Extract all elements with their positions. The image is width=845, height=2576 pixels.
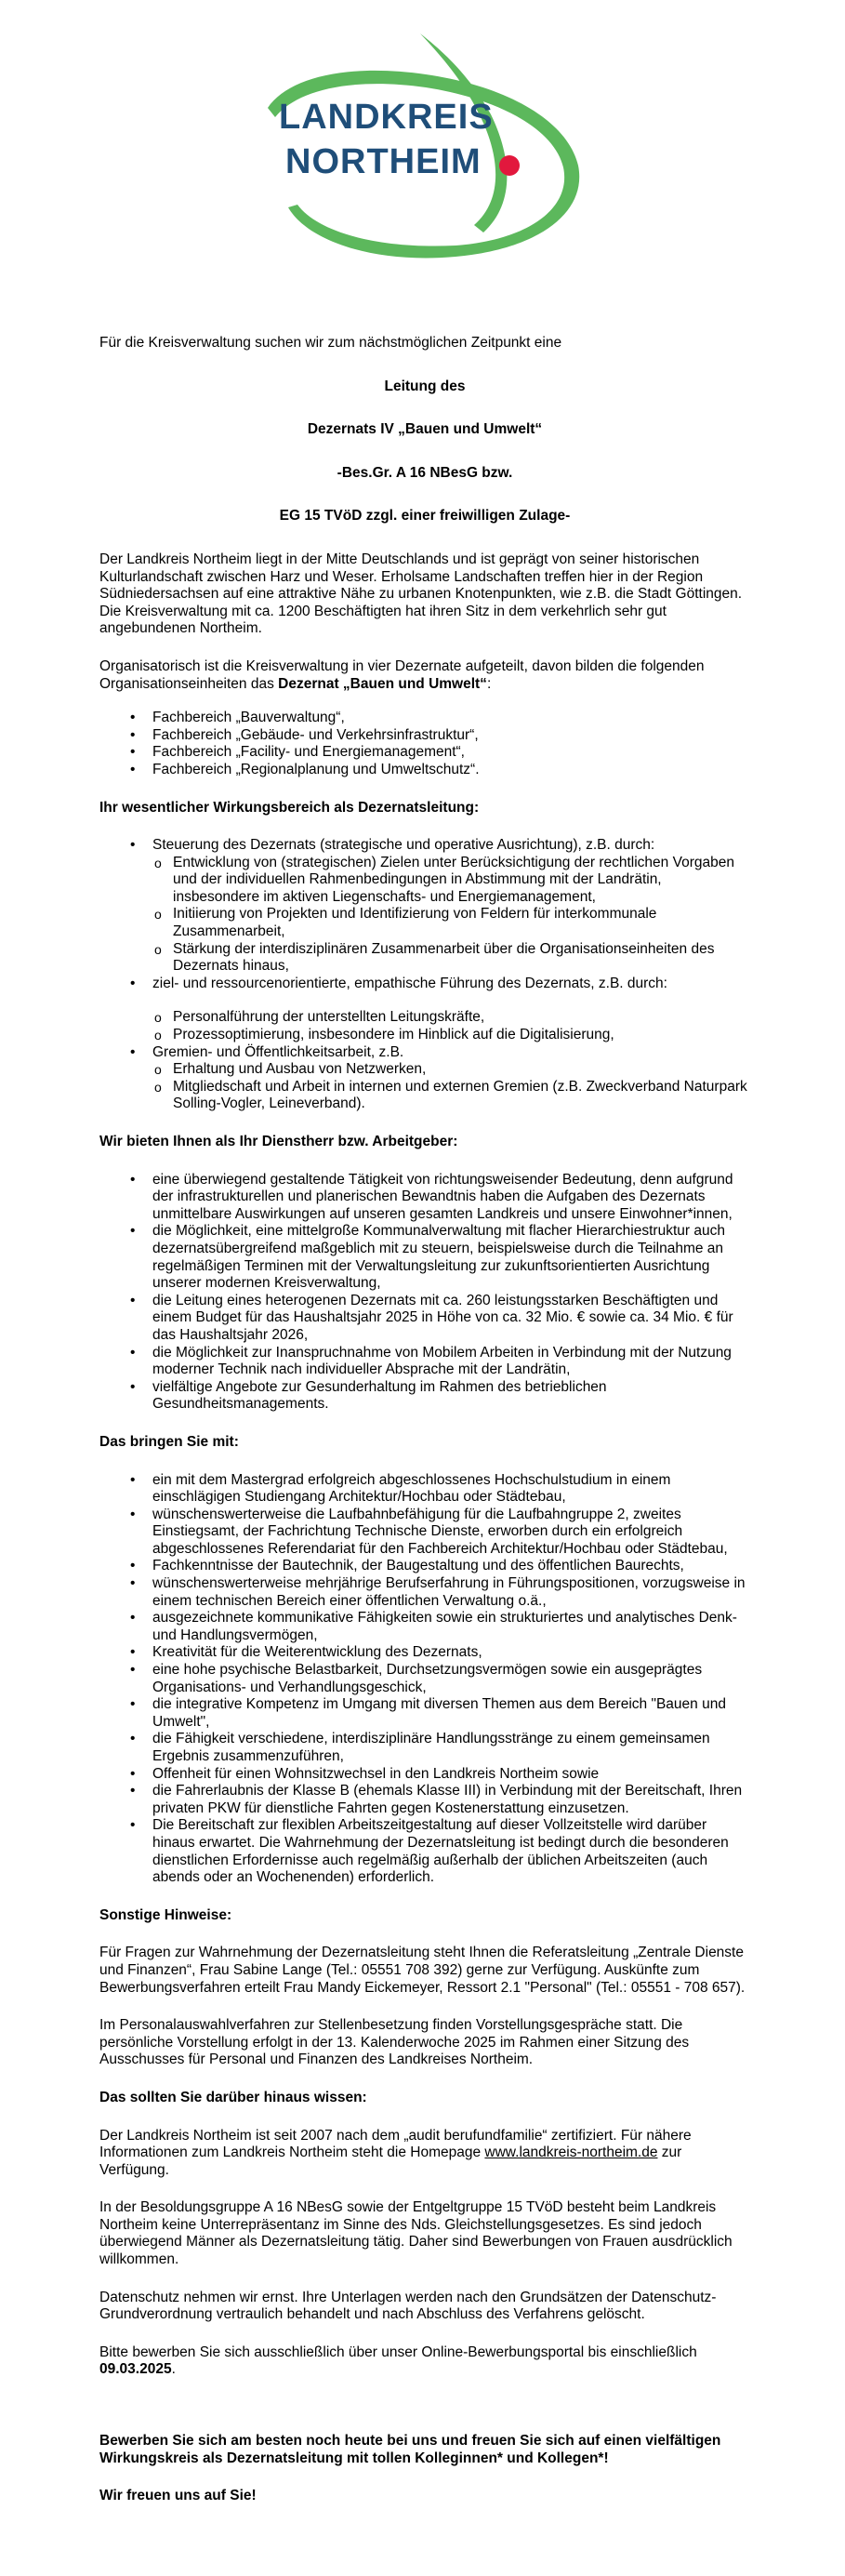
task-sublist bbox=[152, 1061, 750, 1113]
job-posting bbox=[99, 335, 750, 2505]
org-text bbox=[99, 658, 750, 693]
know-privacy: Datenschutz nehmen wir ernst. Ihre Unterlagen werden nach den Grundsätzen der Datenschutz-Grundverordnung vertraulich behandelt und nach Abschluss des Verfahrens gelöscht. bbox=[99, 2289, 717, 2323]
landkreis-northeim-logo bbox=[260, 26, 590, 263]
logo-text-line2: NORTHEIM bbox=[285, 142, 482, 181]
list-item: • die Möglichkeit, eine mittelgroße Kommunalverwaltung mit flacher Hierarchiestruktur auch dezernatsübergreifend maßgeblich mit zu steuern, beispielsweise durch die Teilnahme an regelmäßigen Terminen mit der Verwaltungsleitung zur zukunftsorientierten Ausrichtung unserer modernen Kreisverwaltung, bbox=[99, 1223, 750, 1292]
task-group-label: Steuerung des Dezernats (strategische und operative Ausrichtung), z.B. durch: bbox=[152, 837, 655, 854]
list-item: • ein mit dem Mastergrad erfolgreich abgeschlossenes Hochschulstudium in einem einschlägigen Studiengang Architektur/Hochbau oder Städtebau, bbox=[99, 1472, 750, 1507]
know-heading: Das sollten Sie darüber hinaus wissen: bbox=[99, 2089, 367, 2105]
list-item: • Fachbereich „Regionalplanung und Umweltschutz“. bbox=[99, 762, 750, 779]
list-item: o Entwicklung von (strategischen) Zielen unter Berücksichtigung der rechtlichen Vorgaben und der individuellen Rahmenbedingungen in Abstimmung mit der Landrätin, insbesondere im aktiven Liegenschafts- und Energiemanagement, bbox=[152, 855, 750, 907]
list-item: • Fachkenntnisse der Bautechnik, der Baugestaltung und des öffentlichen Baurechts, bbox=[99, 1558, 750, 1575]
list-item: • Offenheit für einen Wohnsitzwechsel in den Landkreis Northeim sowie bbox=[99, 1766, 750, 1784]
title-line-4: EG 15 TVöD zzgl. einer freiwilligen Zulage- bbox=[279, 508, 571, 524]
list-item: o Prozessoptimierung, insbesondere im Hinblick auf die Digitalisierung, bbox=[152, 1027, 750, 1044]
notes-contact: Für Fragen zur Wahrnehmung der Dezernatsleitung steht Ihnen die Referatsleitung „Zentrale Dienste und Finanzen“, Frau Sabine Lange (Tel.: 05551 708 392) gerne zur Verfügung. Auskünfte zum Bewerbungsverfahren erteilt Frau Mandy Eickemeyer, Ressort 2.1 "Personal" (Tel.: 05551 - 708 657). bbox=[99, 1945, 746, 1996]
list-item: • eine überwiegend gestaltende Tätigkeit von richtungsweisender Bedeutung, denn aufgrund der infrastrukturellen und planerischen Bewandtnis haben die Aufgaben des Dezernats unmittelbare Auswirkungen auf unseren gesamten Landkreis und unsere Einwohner*innen, bbox=[99, 1172, 750, 1224]
notes-heading: Sonstige Hinweise: bbox=[99, 1906, 232, 1923]
list-item bbox=[99, 1044, 750, 1113]
list-item: o Initiierung von Projekten und Identifizierung von Feldern für interkommunale Zusammenarbeit, bbox=[152, 906, 750, 940]
tasks-heading: Ihr wesentlicher Wirkungsbereich als Dezernatsleitung: bbox=[99, 799, 480, 816]
notes-interviews: Im Personalauswahlverfahren zur Stellenbesetzung finden Vorstellungsgespräche statt. Die persönliche Vorstellung erfolgt in der 13. Kalenderwoche 2025 im Rahmen einer Sitzung des Ausschusses für Personal und Finanzen des Landkreises Northeim. bbox=[99, 2017, 690, 2068]
org-text-bold: Dezernat „Bauen und Umwelt“ bbox=[278, 675, 487, 692]
task-sublist bbox=[152, 1009, 750, 1043]
requirements-list bbox=[99, 1472, 750, 1887]
list-item: • die Fähigkeit verschiedene, interdisziplinäre Handlungsstränge zu einem gemeinsamen Ergebnis zusammenzuführen, bbox=[99, 1731, 750, 1765]
list-item: • Fachbereich „Facility- und Energiemanagement“, bbox=[99, 744, 750, 762]
intro-text: Für die Kreisverwaltung suchen wir zum nächstmöglichen Zeitpunkt eine bbox=[99, 335, 562, 351]
list-item: o Stärkung der interdisziplinären Zusammenarbeit über die Organisationseinheiten des Dezernats hinaus, bbox=[152, 941, 750, 976]
tasks-list bbox=[99, 837, 750, 1113]
know-deadline bbox=[99, 2344, 750, 2379]
list-item: • ausgezeichnete kommunikative Fähigkeiten sowie ein strukturiertes und analytisches Denk- und Handlungsvermögen, bbox=[99, 1610, 750, 1644]
title-line-2: Dezernats IV „Bauen und Umwelt“ bbox=[307, 421, 543, 438]
know-audit bbox=[99, 2128, 750, 2180]
closing-call: Bewerben Sie sich am besten noch heute bei uns und freuen Sie sich auf einen vielfältigen Wirkungskreis als Dezernatsleitung mit tollen Kolleginnen* und Kollegen*! bbox=[99, 2433, 721, 2466]
closing-thanks: Wir freuen uns auf Sie! bbox=[99, 2488, 257, 2504]
know-audit-text-end: zur Verfügung. bbox=[99, 2144, 682, 2178]
list-item: o Erhaltung und Ausbau von Netzwerken, bbox=[152, 1061, 750, 1079]
list-item: • Fachbereich „Gebäude- und Verkehrsinfrastruktur“, bbox=[99, 727, 750, 745]
task-group-label: ziel- und ressourcenorientierte, empathische Führung des Dezernats, z.B. durch: bbox=[152, 975, 667, 991]
requirements-heading: Das bringen Sie mit: bbox=[99, 1433, 239, 1450]
logo-dot bbox=[499, 155, 520, 176]
logo-text-line1: LANDKREIS bbox=[279, 98, 494, 137]
list-item: o Mitgliedschaft und Arbeit in internen und externen Gremien (z.B. Zweckverband Naturpark Solling-Vogler, Leineverband). bbox=[152, 1079, 750, 1113]
list-item: • wünschenswerterweise die Laufbahnbefähigung für die Laufbahngruppe 2, zweites Einstiegsamt, der Fachrichtung Technische Dienste, erworben durch ein erfolgreich abgeschlossenes Referendariat für den Fachbereich Architektur/Hochbau oder Städtebau, bbox=[99, 1507, 750, 1559]
org-text-end: : bbox=[486, 675, 492, 692]
list-item: • wünschenswerterweise mehrjährige Berufserfahrung in Führungspositionen, vorzugsweise in einem technischen Bereich einer öffentlichen Verwaltung o.ä., bbox=[99, 1575, 750, 1610]
list-item bbox=[99, 976, 750, 1044]
org-text-main: Organisatorisch ist die Kreisverwaltung in vier Dezernate aufgeteilt, davon bilden die folgenden Organisationseinheiten das bbox=[99, 657, 705, 692]
list-item: • die integrative Kompetenz im Umgang mit diversen Themen aus dem Bereich "Bauen und Umwelt", bbox=[99, 1696, 750, 1731]
list-item: • eine hohe psychische Belastbarkeit, Durchsetzungsvermögen sowie ein ausgeprägtes Organisations- und Verhandlungsgeschick, bbox=[99, 1662, 750, 1696]
list-item: • die Fahrerlaubnis der Klasse B (ehemals Klasse III) in Verbindung mit der Bereitschaft, Ihren privaten PKW für dienstliche Fahrten gegen Kostenerstattung einzusetzen. bbox=[99, 1783, 750, 1817]
title-line-1: Leitung des bbox=[384, 378, 466, 394]
region-description: Der Landkreis Northeim liegt in der Mitte Deutschlands und ist geprägt von seiner historischen Kulturlandschaft zwischen Harz und Weser. Erholsame Landschaften treffen hier in der Region Südniedersachsen auf eine attraktive Nähe zu urbanen Knotenpunkten, wie z.B. die Stadt Göttingen. Die Kreisverwaltung mit ca. 1200 Beschäftigten hat ihren Sitz in dem verkehrlich sehr gut angebundenen Northeim. bbox=[99, 551, 743, 637]
list-item: o Personalführung der unterstellten Leitungskräfte, bbox=[152, 1009, 750, 1027]
title-line-3: -Bes.Gr. A 16 NBesG bzw. bbox=[337, 464, 513, 481]
list-item: • Die Bereitschaft zur flexiblen Arbeitszeitgestaltung auf dieser Vollzeitstelle wird darüber hinaus erwartet. Die Wahrnehmung der Dezernatsleitung ist bedingt durch die besonderen dienstlichen Erfordernisse auch regelmäßig außerhalb der üblichen Arbeitszeiten (auch abends oder an Wochenenden) erforderlich. bbox=[99, 1817, 750, 1886]
task-group-label: Gremien- und Öffentlichkeitsarbeit, z.B. bbox=[152, 1043, 404, 1060]
deadline-date: 09.03.2025 bbox=[99, 2361, 172, 2378]
task-sublist bbox=[152, 855, 750, 976]
list-item: • Fachbereich „Bauverwaltung“, bbox=[99, 710, 750, 727]
know-deadline-text: Bitte bewerben Sie sich ausschließlich über unser Online-Bewerbungsportal bis einschließlich bbox=[99, 2344, 697, 2360]
know-equality: In der Besoldungsgruppe A 16 NBesG sowie der Entgeltgruppe 15 TVöD besteht beim Landkreis Northeim keine Unterrepräsentanz im Sinne des Nds. Gleichstellungsgesetzes. Es sind jedoch überwiegend Männer als Dezernatsleitung tätig. Daher sind Bewerbungen von Frauen ausdrücklich willkommen. bbox=[99, 2199, 733, 2268]
list-item: • die Möglichkeit zur Inanspruchnahme von Mobilem Arbeiten in Verbindung mit der Nutzung moderner Technik nach individueller Absprache mit der Landrätin, bbox=[99, 1345, 750, 1379]
org-units-list bbox=[99, 710, 750, 778]
list-item: • die Leitung eines heterogenen Dezernats mit ca. 260 leistungsstarken Beschäftigten und einem Budget für das Haushaltsjahr 2025 in Höhe von ca. 32 Mio. € sowie ca. 34 Mio. € für das Haushaltsjahr 2026, bbox=[99, 1293, 750, 1345]
homepage-link[interactable]: www.landkreis-northeim.de bbox=[484, 2144, 658, 2161]
know-audit-text: Der Landkreis Northeim ist seit 2007 nach dem „audit berufundfamilie“ zertifiziert. Für nähere Informationen zum Landkreis Northeim steht die Homepage bbox=[99, 2127, 692, 2161]
list-item bbox=[99, 837, 750, 976]
know-deadline-end: . bbox=[171, 2361, 176, 2378]
list-item: • vielfältige Angebote zur Gesunderhaltung im Rahmen des betrieblichen Gesundheitsmanagements. bbox=[99, 1379, 750, 1414]
offer-list bbox=[99, 1172, 750, 1414]
list-item: • Kreativität für die Weiterentwicklung des Dezernats, bbox=[99, 1644, 750, 1662]
offer-heading: Wir bieten Ihnen als Ihr Dienstherr bzw. Arbeitgeber: bbox=[99, 1134, 458, 1149]
